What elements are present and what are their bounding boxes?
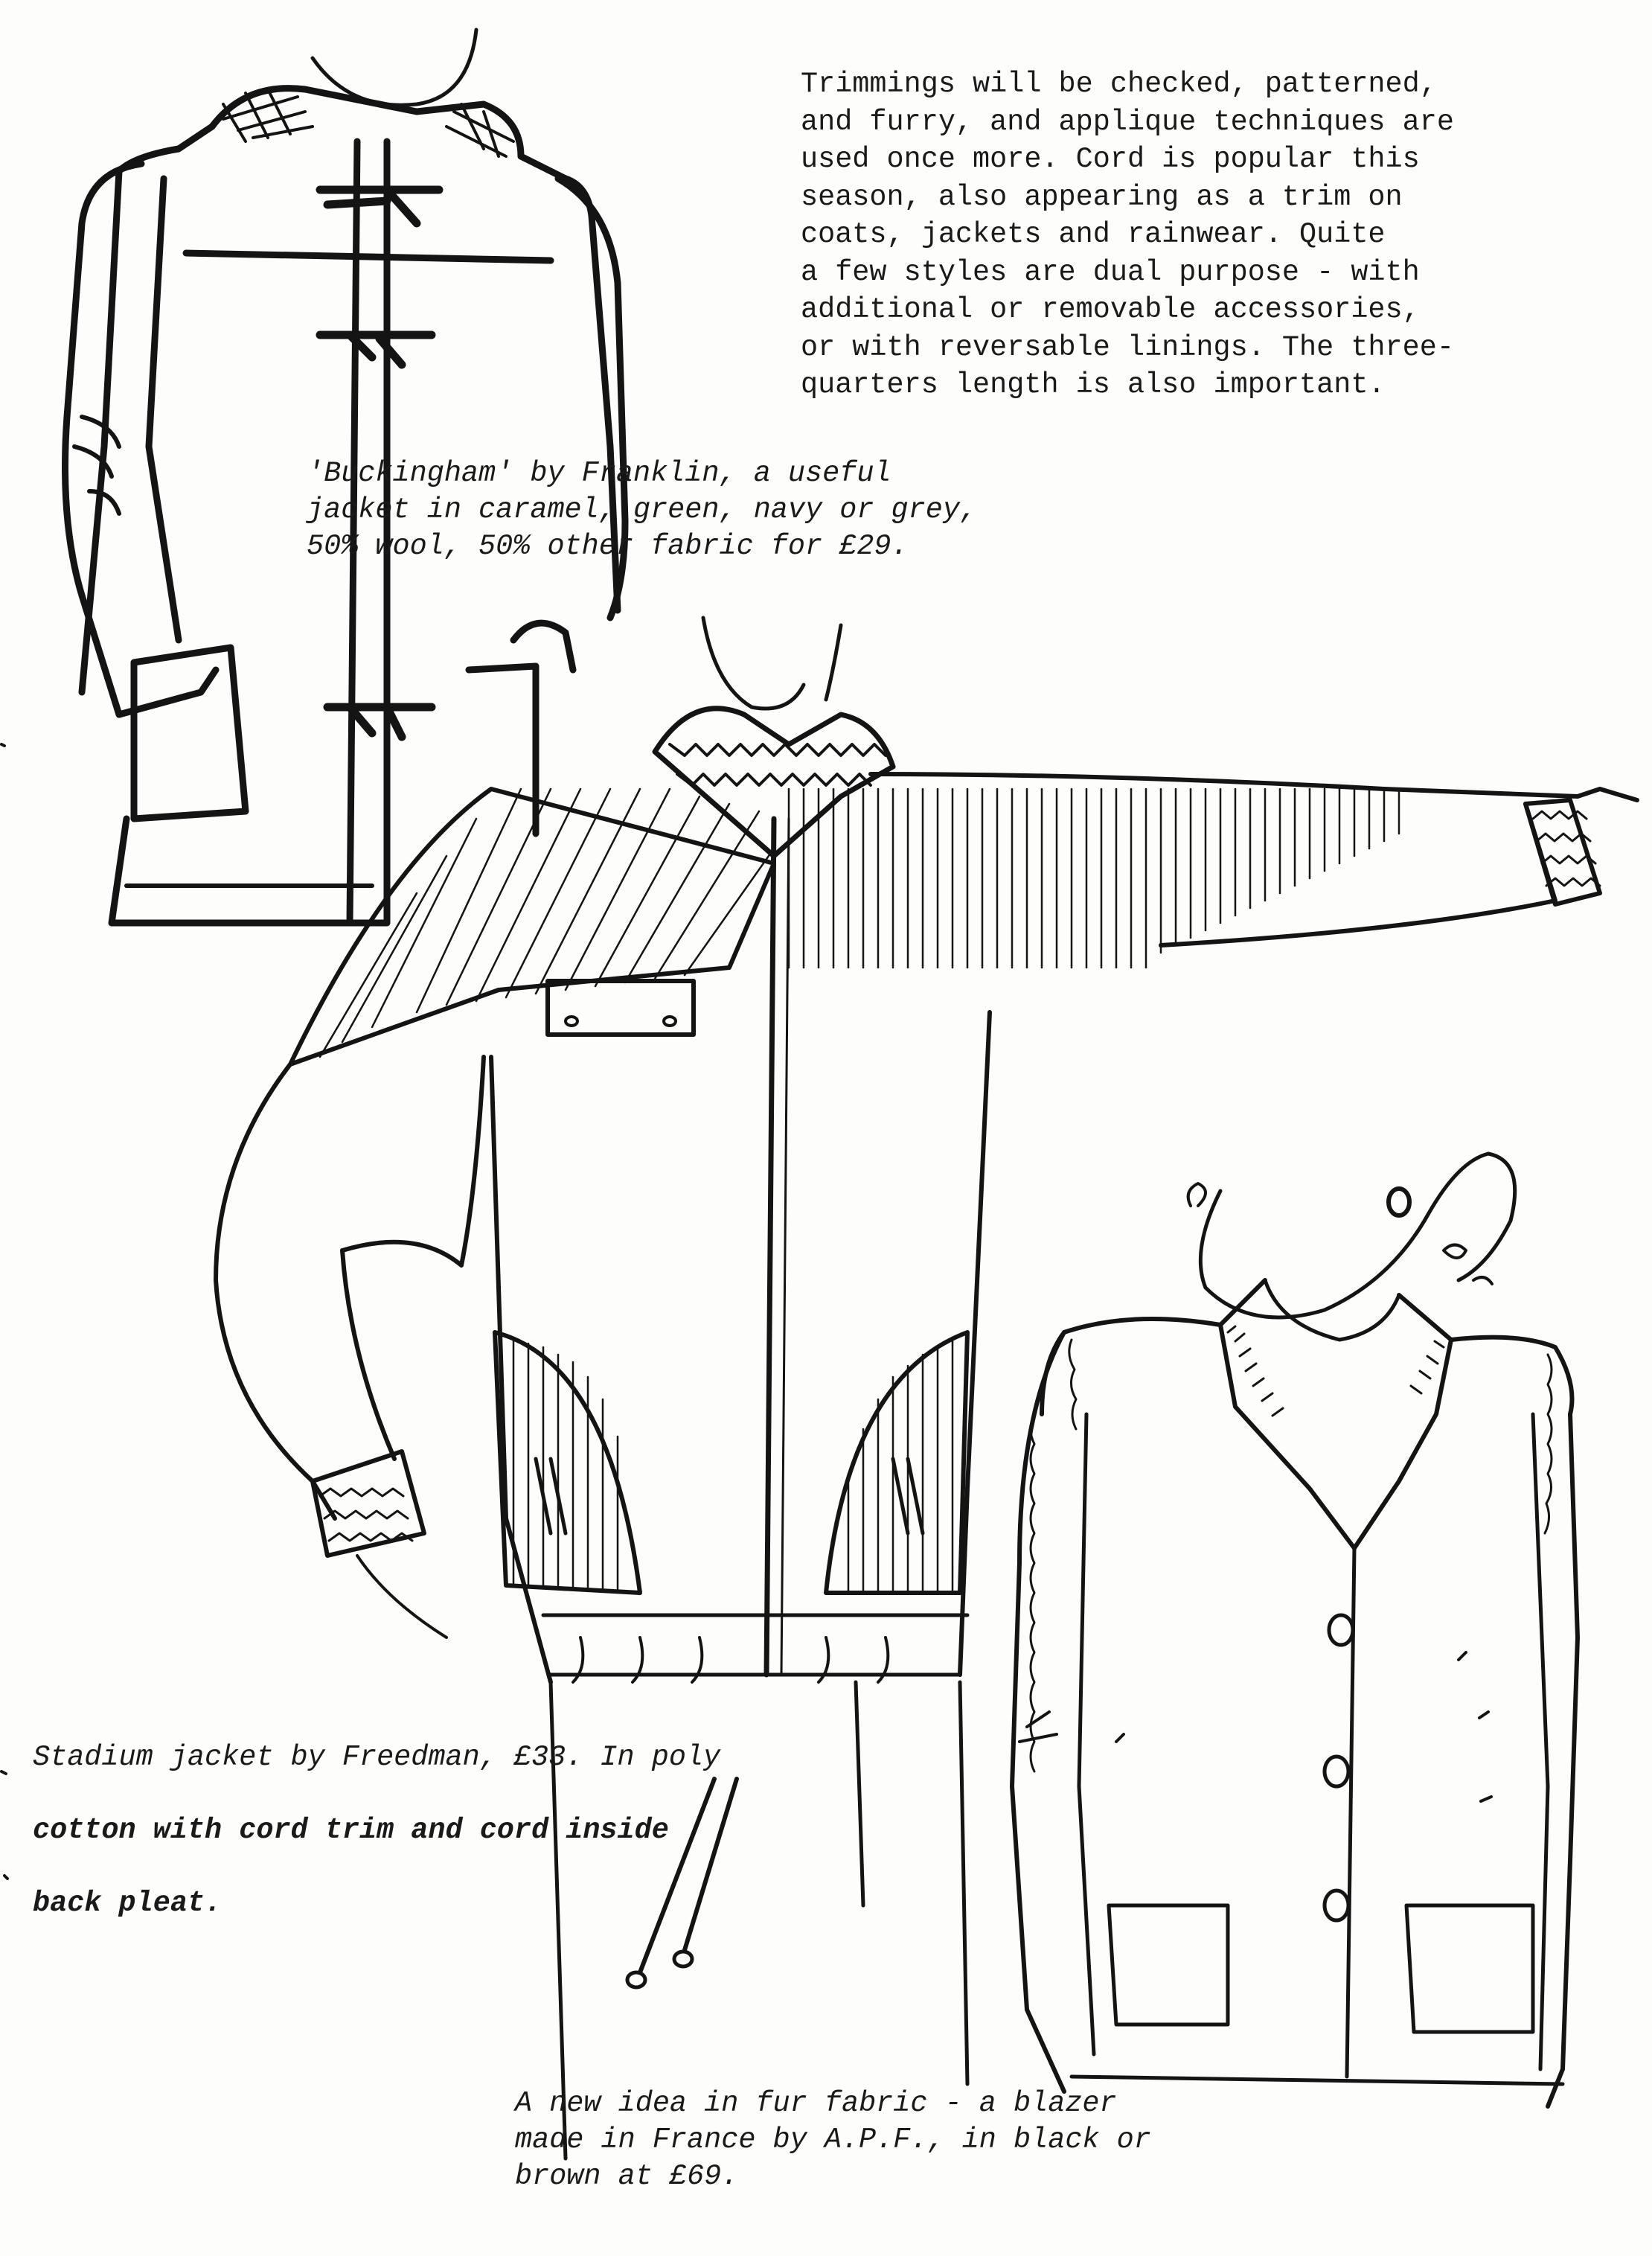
fur-blazer-illustration — [1012, 1154, 1578, 2106]
caption-stadium-jacket — [33, 1703, 807, 1958]
scan-specks — [1, 744, 7, 1879]
caption-stadium-line-2: cotton with cord trim and cord inside — [33, 1814, 669, 1847]
caption-buckingham-jacket: 'Buckingham' by Franklin, a useful jacket in caramel, green, navy or grey, 50% wool, 50% other fabric for £29. — [307, 457, 978, 563]
caption-stadium-line-1: Stadium jacket by Freedman, £33. In poly — [33, 1741, 721, 1774]
caption-fur-blazer: A new idea in fur fabric - a blazer made in France by A.P.F., in black or brown at £69. — [515, 2087, 1151, 2193]
caption-stadium-line-3: back pleat. — [33, 1887, 222, 1920]
intro-paragraph: Trimmings will be checked, patterned, and furry, and applique techniques are used once more. Cord is popular this season, also appearing as a trim on coats, jackets and rainwear. Quite a few styles are dual purpose - with additional or removable accessories, or with reversable linings. The three- quarters length is also important. — [801, 68, 1454, 401]
